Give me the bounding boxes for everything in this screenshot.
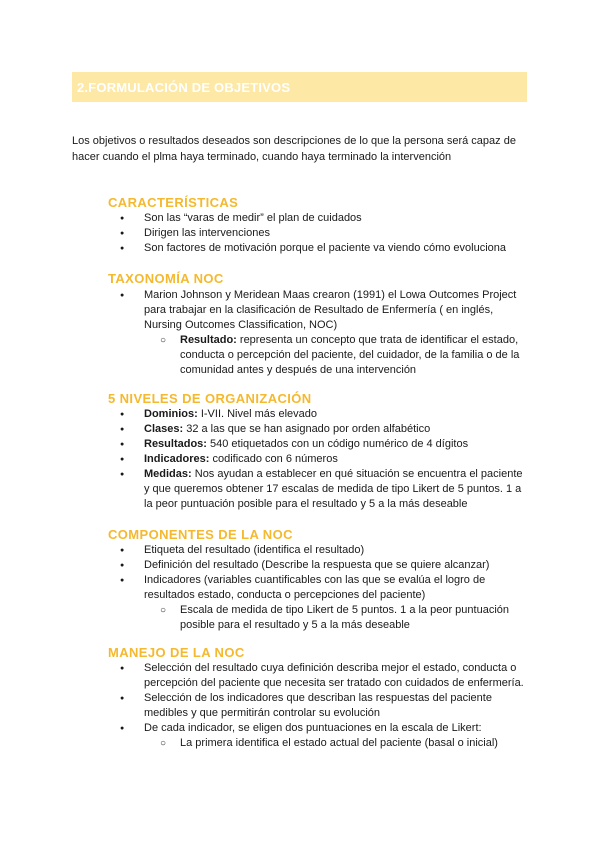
item-label: Indicadores: bbox=[144, 453, 210, 465]
list-item bbox=[108, 573, 528, 633]
item-text: 32 a las que se han asignado por orden alfabético bbox=[183, 423, 431, 435]
sublist-item: ○ Escala de medida de tipo Likert de 5 puntos. 1 a la peor puntuación posible para el resultado y 5 a la más deseable bbox=[144, 603, 528, 633]
list-item: ● Selección del resultado cuya definición describa mejor el estado, conducta o percepción del paciente que necesita ser tratado con cuidados de enfermería. bbox=[108, 661, 528, 691]
list-item bbox=[108, 407, 528, 422]
item-text: Nos ayudan a establecer en qué situación se encuentra el paciente y que queremos obtener 17 escalas de medida de tipo Likert de 5 puntos. 1 a la peor puntuación posible para el resultado y 5 a la más deseable bbox=[144, 468, 523, 510]
item-label: Clases: bbox=[144, 423, 184, 435]
list-item bbox=[108, 721, 528, 751]
item-label: Resultados: bbox=[144, 438, 207, 450]
list-item: ● Etiqueta del resultado (identifica el resultado) bbox=[108, 543, 528, 558]
list-niveles bbox=[108, 407, 528, 512]
heading-componentes: COMPONENTES DE LA NOC bbox=[108, 527, 293, 542]
item-text: codificado con 6 números bbox=[209, 453, 338, 465]
sublist bbox=[144, 736, 528, 751]
list-item bbox=[108, 467, 528, 512]
heading-niveles: 5 NIVELES DE ORGANIZACIÓN bbox=[108, 391, 312, 406]
list-item-text: Indicadores (variables cuantificables con las que se evalúa el logro de resultados estado, conducta o percepciones del paciente) bbox=[144, 574, 486, 601]
heading-caracteristicas: CARACTERÍSTICAS bbox=[108, 195, 239, 210]
list-item bbox=[108, 288, 528, 378]
heading-taxonomia: TAXONOMÍA NOC bbox=[108, 271, 224, 286]
section-banner: 2.FORMULACIÓN DE OBJETIVOS bbox=[72, 72, 527, 102]
list-componentes bbox=[108, 543, 528, 633]
list-item: ● Definición del resultado (Describe la respuesta que se quiere alcanzar) bbox=[108, 558, 528, 573]
list-item bbox=[108, 452, 528, 467]
item-text: representa un concepto que trata de identificar el estado, conducta o percepción del paciente, del cuidador, de la familia o de la comunidad antes y después de una intervención bbox=[180, 334, 520, 376]
sublist bbox=[144, 333, 528, 378]
sublist-item bbox=[144, 333, 528, 378]
heading-manejo: MANEJO DE LA NOC bbox=[108, 645, 245, 660]
list-item bbox=[108, 437, 528, 452]
intro-paragraph: Los objetivos o resultados deseados son descripciones de lo que la persona será capaz de hacer cuando el plma haya terminado, cuando haya terminado la intervención bbox=[72, 135, 516, 163]
item-label: Resultado: bbox=[180, 334, 237, 346]
list-item-text: De cada indicador, se eligen dos puntuaciones en la escala de Likert: bbox=[144, 722, 482, 734]
item-text: I-VII. Nivel más elevado bbox=[197, 408, 317, 420]
item-label: Dominios: bbox=[144, 408, 198, 420]
list-item: ● Dirigen las intervenciones bbox=[108, 226, 528, 241]
list-caracteristicas bbox=[108, 211, 528, 256]
list-item bbox=[108, 422, 528, 437]
list-taxonomia bbox=[108, 288, 528, 378]
sublist-item: ○ La primera identifica el estado actual del paciente (basal o inicial) bbox=[144, 736, 528, 751]
item-label: Medidas: bbox=[144, 468, 192, 480]
list-item: ● Son factores de motivación porque el paciente va viendo cómo evoluciona bbox=[108, 241, 528, 256]
list-item: ● Son las “varas de medir” el plan de cuidados bbox=[108, 211, 528, 226]
list-manejo bbox=[108, 661, 528, 751]
item-text: 540 etiquetados con un código numérico de 4 dígitos bbox=[206, 438, 469, 450]
list-item: ● Selección de los indicadores que describan las respuestas del paciente medibles y que permitirán controlar su evolución bbox=[108, 691, 528, 721]
list-item-text: Marion Johnson y Meridean Maas crearon (1991) el Lowa Outcomes Project para trabajar en la clasificación de Resultado de Enfermería ( en inglés, Nursing Outcomes Classification, NOC) bbox=[144, 289, 517, 331]
sublist bbox=[144, 603, 528, 633]
